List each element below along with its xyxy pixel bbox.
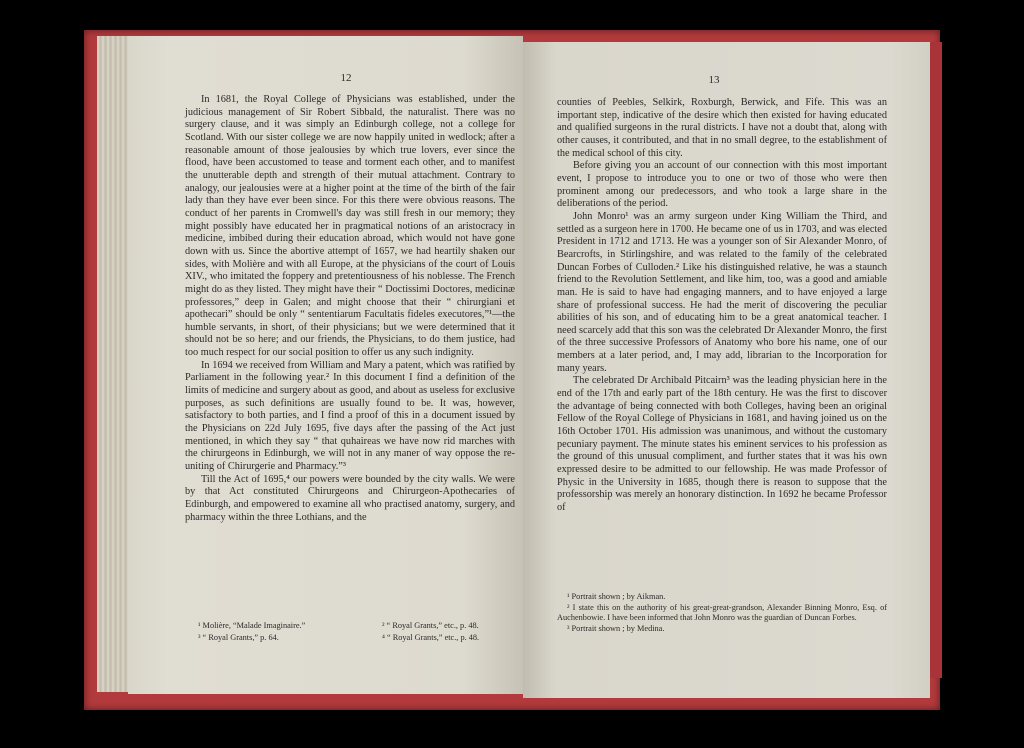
right-page-body bbox=[557, 97, 887, 515]
left-page-body bbox=[185, 94, 515, 524]
page-edges bbox=[97, 36, 131, 692]
footnote: ¹ Portrait shown ; by Aikman. bbox=[567, 592, 666, 601]
paragraph: John Monro¹ was an army surgeon under King William the Third, and settled as a surgeon here in 1700. He became one of us in 1703, and was elected President in 1712 and 1713. He was a younger son of Sir Alexander Monro, of Bearcrofts, in Stirlingshire, and was related to the family of the celebrated Duncan Forbes of Culloden.² Like his distinguished relative, he was a staunch friend to the Revolution Settlement, and like him, too, was a good and amiable man. He is said to have had engaging manners, and to have enjoyed a large share of professional success. He had the merit of discovering the peculiar abilities of his son, and of educating him to be a great anatomical teacher. I need scarcely add that this son was the celebrated Dr Alexander Monro, the first of the three successive Professors of Anatomy who bore his name, one of our members at a later period, and, I may add, librarian to the Incorporation for many years. bbox=[557, 210, 887, 374]
footnote: ³ “ Royal Grants,” p. 64. bbox=[198, 633, 279, 642]
right-page bbox=[523, 42, 930, 698]
paragraph: The celebrated Dr Archibald Pitcairn³ was the leading physician here in the end of the 17th and early part of the 18th century. He was the first to discover the advantage of being connected with both Colleges, having been an original Fellow of the Royal College of Physicians in 1681, and having joined us on the 16th October 1701. His admission was unanimous, and without the customary pecuniary payment. The minute states his eminent services to his profession as the ground of this unusual compliment, and further states that it was his own expressed desire to be admitted to our fellowship. He was made Professor of Physic in the University in 1685, though there is reason to suppose that the professorship was merely an honorary distinction. In 1692 he became Professor of bbox=[557, 375, 887, 513]
left-page bbox=[128, 36, 523, 694]
left-footnotes bbox=[198, 620, 528, 644]
page-number-left: 12 bbox=[340, 72, 352, 84]
footnote: ¹ Molière, “Malade Imaginaire.” bbox=[198, 621, 306, 630]
page-number-right: 13 bbox=[708, 74, 720, 86]
paragraph: In 1694 we received from William and Mary a patent, which was ratified by Parliament in the following year.² In this document I find a definition of the limits of medicine and surgery about as good, and about as useless for exclusive purposes, as such definitions are usually found to be. It was, however, satisfactory to both parties, and I find a proof of this in a document issued by the Physicians on 22d July 1695, five days after the passing of the Act just mentioned, in which they say “ that quhaireas we have now rid marches with the chirurgeons in Edinburgh, we will not in any maner of way oppose the re-uniting of Chirurgerie and Pharmacy.”³ bbox=[185, 359, 515, 473]
paragraph: Before giving you an account of our connection with this most important event, I propose to introduce you to one or two of those who were then prominent among our predecessors, and who took a large share in the deliberations of the period. bbox=[557, 160, 887, 210]
footnote: ² I state this on the authority of his great-great-grandson, Alexander Binning Monro, Esq. of Auchenbowie. I have been informed that John Monro was the guardian of Duncan Forbes. bbox=[557, 602, 887, 623]
paragraph: Till the Act of 1695,⁴ our powers were bounded by the city walls. We were by that Act constituted Chirurgeons and Chirurgeon-Apothecaries of Edinburgh, and empowered to examine all who practised anatomy, surgery, and pharmacy within the three Lothians, and the bbox=[185, 473, 515, 523]
footnote: ⁴ “ Royal Grants,” etc., p. 48. bbox=[382, 633, 480, 642]
footnote: ³ Portrait shown ; by Medina. bbox=[567, 623, 665, 633]
footnote: ² “ Royal Grants,” etc., p. 48. bbox=[382, 621, 479, 630]
paragraph: In 1681, the Royal College of Physicians was established, under the judicious management of Sir Robert Sibbald, the naturalist. There was no surgery clause, and it was simply an Edinburgh college, not a college for Scotland. With our sister college we are now happily united in wedlock; after a reasonable amount of those jealousies by which true lovers, ever since the flood, have been accustomed to tease and torment each other, and to manifest the unutterable depth and strength of their mutual attachment. Contrary to analogy, our jealousies were at a higher point at the time of the birth of the fair lady than they have ever been since. For this there were obvious reasons. The conduct of her parents in Cromwell's day was still fresh in our memory; they might possibly have educated her in pragmatical notions of an aristocracy in medicine, imbibed during their education abroad, which would not have gone down with us. Since the abortive attempt of 1657, we had heartily shaken our sides, with Molière and with all Europe, at the physicians of the court of Louis XIV., who imitated the foppery and pretentiousness of his noblesse. The French might do as they listed. They might have their “ Doctissimi Doctores, medicinæ professores,” deep in Galen; and might choose that their “ chirurgiani et apothecari” should be only “ sententiarum Facultatis fideles executores,”¹—the humble servants, in short, of their physicians; but we were determined that it should not be so here; and our friends, the Physicians, to do them justice, had too much respect for our social position to offer us any such indignity. bbox=[185, 94, 515, 359]
right-footnotes bbox=[557, 592, 887, 634]
paragraph: counties of Peebles, Selkirk, Roxburgh, Berwick, and Fife. This was an important step, indicative of the desire which then existed for having educated and qualified surgeons in the rural districts. I have not a doubt that, along with other causes, it contributed, and that in no small degree, to the establishment of the medical school of this city. bbox=[557, 97, 887, 159]
